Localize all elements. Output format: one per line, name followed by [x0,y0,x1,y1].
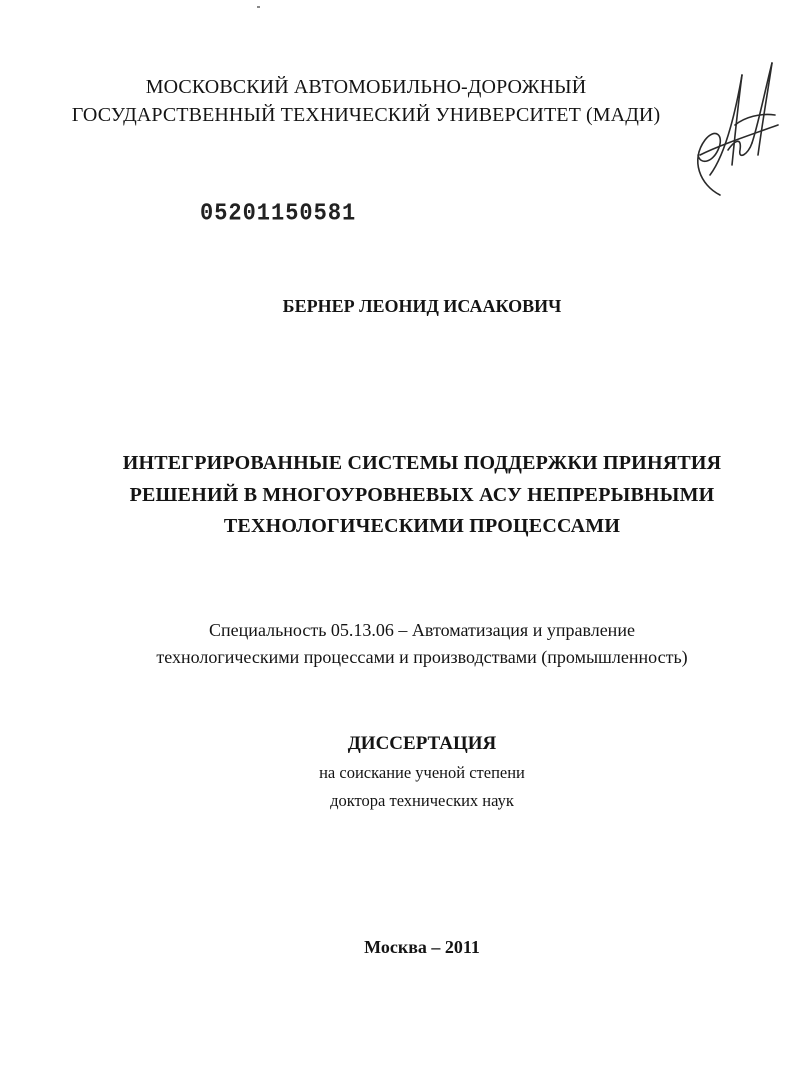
title-line-2: РЕШЕНИЙ В МНОГОУРОВНЕВЫХ АСУ НЕПРЕРЫВНЫМИ [129,484,715,506]
registration-number: 05201150581 [200,199,357,228]
specialty-line-2: технологическими процессами и производствами (промышленность) [156,647,688,667]
place-year: Москва – 2011 [364,937,480,957]
degree-line-1: на соискание ученой степени [319,763,525,782]
signature-icon [680,55,780,205]
institution-line-1: МОСКОВСКИЙ АВТОМОБИЛЬНО-ДОРОЖНЫЙ [145,76,587,98]
title-line-3: ТЕХНОЛОГИЧЕСКИМИ ПРОЦЕССАМИ [223,515,621,537]
institution-line-2: ГОСУДАРСТВЕННЫЙ ТЕХНИЧЕСКИЙ УНИВЕРСИТЕТ (МАДИ) [71,104,661,126]
title-line-1: ИНТЕГРИРОВАННЫЕ СИСТЕМЫ ПОДДЕРЖКИ ПРИНЯТИЯ [122,452,722,474]
degree-line-2: доктора технических наук [330,791,514,810]
specialty-line-1: Специальность 05.13.06 – Автоматизация и управление [209,620,635,640]
document-type: ДИССЕРТАЦИЯ [347,733,497,754]
scan-speck [257,6,260,8]
author-name: БЕРНЕР ЛЕОНИД ИСААКОВИЧ [282,296,562,316]
